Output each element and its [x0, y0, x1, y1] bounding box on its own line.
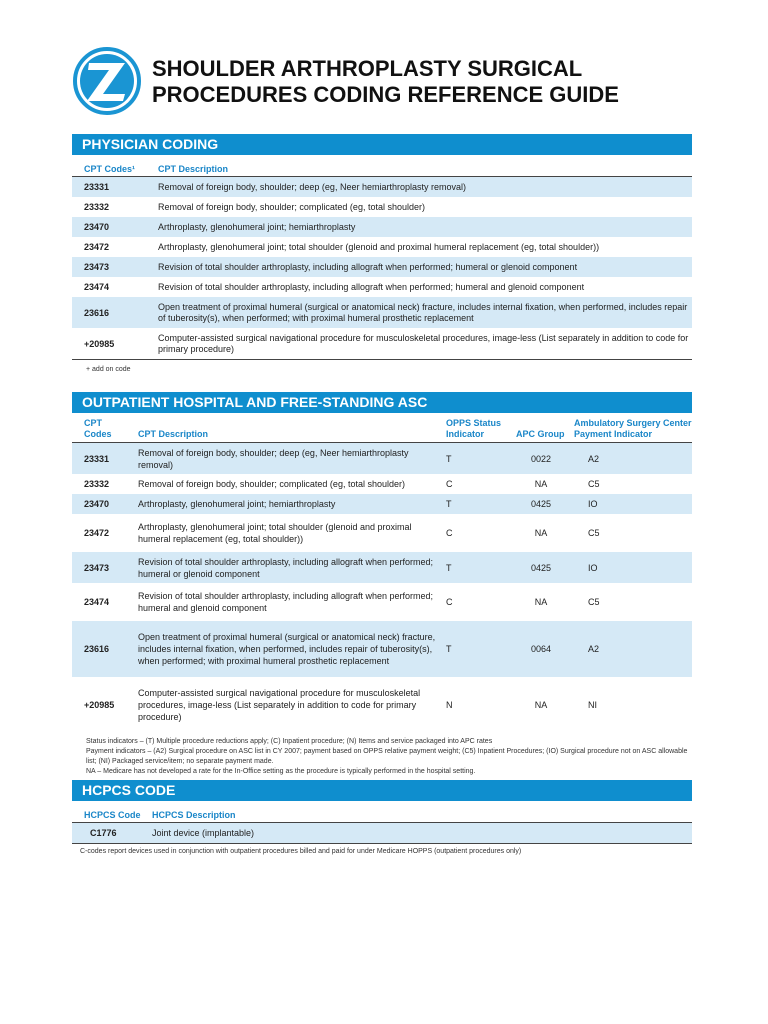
cpt-code: 23470 [72, 494, 130, 514]
asc-indicator-value: A2 [566, 443, 692, 475]
column-header-asc-payment-indicator: Ambulatory Surgery Center Payment Indicator [566, 413, 692, 443]
column-header-apc-group: APC Group [508, 413, 566, 443]
cpt-code: 23473 [72, 257, 150, 277]
cpt-description: Open treatment of proximal humeral (surgical or anatomical neck) fracture, includes internal fixation, when performed, includes repair of tuberosity(s), when performed; with proximal humeral prosthetic replacement [130, 621, 438, 677]
cpt-description: Removal of foreign body, shoulder; deep (eg, Neer hemiarthroplasty removal) [130, 443, 438, 475]
cpt-code: 23470 [72, 217, 150, 237]
document-header [72, 44, 712, 116]
asc-indicator-value: C5 [588, 528, 600, 538]
physician-coding-table [72, 155, 692, 360]
opps-status-value: T [438, 494, 508, 514]
table-header-row [72, 155, 692, 177]
opps-status-value: T [438, 552, 508, 583]
apc-group-value: 0425 [508, 494, 566, 514]
title-line-2: PROCEDURES CODING REFERENCE GUIDE [152, 82, 619, 107]
table-row [72, 237, 692, 257]
table-row [72, 823, 692, 844]
asc-indicator-value: NI [588, 700, 597, 710]
page-title [152, 56, 619, 108]
table-row [72, 257, 692, 277]
table-row [72, 297, 692, 328]
table-row [72, 277, 692, 297]
hcpcs-code: C1776 [72, 823, 144, 844]
cpt-description: Computer-assisted surgical navigational procedure for musculoskeletal procedures, image-less (List separately in addition to code for primary procedure) [138, 688, 421, 722]
opps-status-value: C [446, 597, 453, 607]
c-codes-footnote: C-codes report devices used in conjunction with outpatient procedures billed and paid for under Medicare HOPPS (outpatient procedures only) [80, 848, 522, 855]
section-heading: OUTPATIENT HOSPITAL AND FREE-STANDING ASC [72, 392, 692, 413]
table-header-row [72, 801, 692, 823]
cpt-description: Arthroplasty, glenohumeral joint; hemiarthroplasty [130, 494, 438, 514]
cpt-description: Computer-assisted surgical navigational procedure for musculoskeletal procedures, image-less (List separately in addition to code for primary procedure) [158, 332, 689, 354]
column-header-hcpcs-description: HCPCS Description [144, 801, 692, 823]
apc-group-value: 0425 [508, 552, 566, 583]
cpt-description: Arthroplasty, glenohumeral joint; total shoulder (glenoid and proximal humeral replacement (eg, total shoulder)) [138, 522, 412, 544]
table-row [72, 474, 692, 494]
apc-group-value: 0022 [508, 443, 566, 475]
opps-status-value: N [446, 700, 453, 710]
opps-status-value: T [438, 443, 508, 475]
cpt-description: Removal of foreign body, shoulder; complicated (eg, total shoulder) [158, 201, 425, 212]
table-row [72, 583, 692, 621]
cpt-code: 23472 [84, 528, 110, 538]
asc-indicator-value: IO [566, 494, 692, 514]
column-header-opps-status: OPPS Status Indicator [438, 413, 508, 443]
payment-indicator-note: Payment indicators – (A2) Surgical procedure on ASC list in CY 2007; payment based on OPPS relative payment weight; (C5) Inpatient Procedures; (IO) Surgical procedure not on ASC allowable list; (NI) Packaged service/item; no separate payment made. [86, 748, 688, 765]
section-heading: HCPCS CODE [72, 780, 692, 801]
hcpcs-description: Joint device (implantable) [144, 823, 692, 844]
apc-group-value: NA [534, 700, 548, 710]
cpt-code: 23473 [72, 552, 130, 583]
na-note: NA – Medicare has not developed a rate for the In-Office setting as the procedure is typically performed in the hospital setting. [86, 768, 476, 775]
cpt-description: Arthroplasty, glenohumeral joint; total shoulder (glenoid and proximal humeral replacement (eg, total shoulder)) [158, 241, 600, 252]
cpt-description: Revision of total shoulder arthroplasty, including allograft when performed; humeral and glenoid component [158, 281, 585, 292]
table-row [72, 552, 692, 583]
cpt-description: Removal of foreign body, shoulder; deep (eg, Neer hemiarthroplasty removal) [150, 177, 692, 198]
table-row [72, 197, 692, 217]
opps-status-value: C [446, 528, 453, 538]
column-header-hcpcs-code: HCPCS Code [72, 801, 144, 823]
indicator-notes [86, 737, 692, 777]
cpt-code: +20985 [84, 338, 115, 349]
opps-status-value: T [438, 621, 508, 677]
physician-coding-section [72, 134, 692, 375]
table-row [72, 217, 692, 237]
table-row [72, 677, 692, 733]
outpatient-coding-table [72, 413, 692, 733]
cpt-code: 23332 [84, 202, 110, 212]
table-row [72, 328, 692, 360]
table-row [72, 494, 692, 514]
table-row [72, 514, 692, 552]
cpt-code: 23331 [72, 443, 130, 475]
opps-status-value: C [446, 479, 453, 489]
table-header-row [72, 413, 692, 443]
column-header-cpt-codes: CPT Codes¹ [72, 155, 150, 177]
cpt-description: Revision of total shoulder arthroplasty, including allograft when performed; humeral or glenoid component [130, 552, 438, 583]
hcpcs-table [72, 801, 692, 844]
table-row [72, 443, 692, 475]
section-heading: PHYSICIAN CODING [72, 134, 692, 155]
asc-indicator-value: C5 [588, 597, 600, 607]
cpt-description: Revision of total shoulder arthroplasty, including allograft when performed; humeral or glenoid component [150, 257, 692, 277]
table-row [72, 621, 692, 677]
apc-group-value: NA [534, 479, 548, 489]
column-header-cpt-description: CPT Description [150, 155, 692, 177]
cpt-code: 23616 [72, 621, 130, 677]
zimmer-logo-icon [72, 46, 142, 116]
cpt-description: Open treatment of proximal humeral (surgical or anatomical neck) fracture, includes internal fixation, when performed, includes repair of tuberosity(s), when performed; with proximal humeral prosthetic replacement [150, 297, 692, 328]
cpt-code: +20985 [84, 700, 115, 710]
status-indicator-note: Status indicators – (T) Multiple procedure reductions apply; (C) Inpatient procedure; (N) Items and service packaged into APC rates [86, 738, 493, 745]
cpt-code: 23331 [72, 177, 150, 198]
asc-indicator-value: A2 [566, 621, 692, 677]
cpt-code: 23616 [72, 297, 150, 328]
apc-group-value: NA [534, 597, 548, 607]
title-line-1: SHOULDER ARTHROPLASTY SURGICAL [152, 56, 583, 81]
cpt-description: Revision of total shoulder arthroplasty, including allograft when performed; humeral and glenoid component [138, 591, 433, 613]
apc-group-value: NA [534, 528, 548, 538]
column-header-cpt-codes: CPT Codes [72, 413, 130, 443]
asc-indicator-value: C5 [588, 479, 600, 489]
table-row [72, 177, 692, 198]
column-header-cpt-description: CPT Description [130, 413, 438, 443]
cpt-code: 23474 [84, 282, 110, 292]
cpt-description: Arthroplasty, glenohumeral joint; hemiarthroplasty [150, 217, 692, 237]
outpatient-asc-section [72, 392, 692, 777]
apc-group-value: 0064 [508, 621, 566, 677]
asc-indicator-value: IO [566, 552, 692, 583]
add-on-code-footnote: + add on code [86, 366, 131, 373]
hcpcs-code-section [72, 780, 692, 857]
cpt-code: 23472 [84, 242, 110, 252]
cpt-description: Removal of foreign body, shoulder; complicated (eg, total shoulder) [138, 479, 405, 489]
cpt-code: 23474 [84, 597, 110, 607]
cpt-code: 23332 [84, 479, 110, 489]
